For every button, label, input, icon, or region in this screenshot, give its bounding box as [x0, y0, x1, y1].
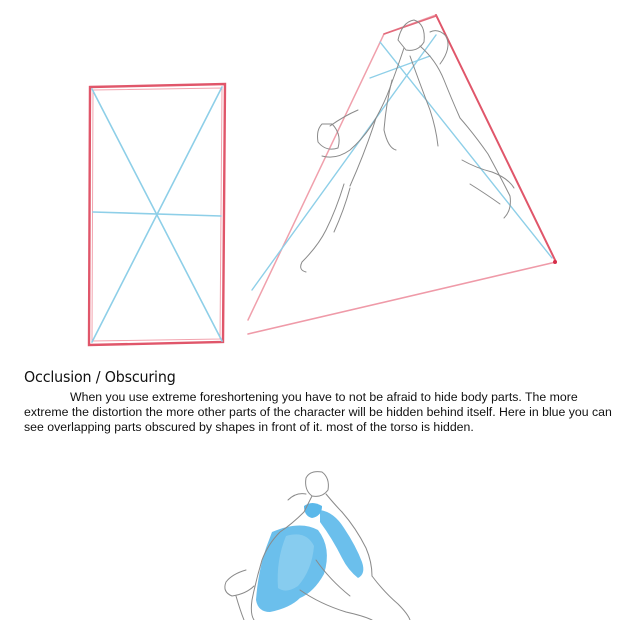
section-body-text: When you use extreme foreshortening you have to not be afraid to hide body parts. The more extreme the distortion the more other parts of the character will be hidden behind itself. Here in blue you can see overlapping parts obscured by shapes in front of it. most of the torso is hidden.	[24, 390, 612, 434]
perspective-guide-blue-left	[252, 35, 436, 290]
occluded-arm-shape	[320, 510, 363, 578]
perspective-triangle-left-edge	[248, 15, 436, 320]
perspective-guide-blue-right	[380, 42, 552, 258]
foreshortened-figure-diagram	[248, 15, 557, 334]
perspective-triangle-base	[248, 262, 556, 334]
section-heading: Occlusion / Obscuring	[24, 368, 176, 386]
occlusion-figure-diagram	[225, 472, 410, 620]
rectangle-guide-diagram	[89, 84, 225, 345]
figure-sketch	[301, 20, 514, 272]
perspective-triangle-right-edge	[436, 15, 556, 262]
vanishing-point-dot	[553, 260, 557, 264]
perspective-top-edge	[384, 16, 436, 34]
occluded-neck-shape	[304, 503, 322, 518]
